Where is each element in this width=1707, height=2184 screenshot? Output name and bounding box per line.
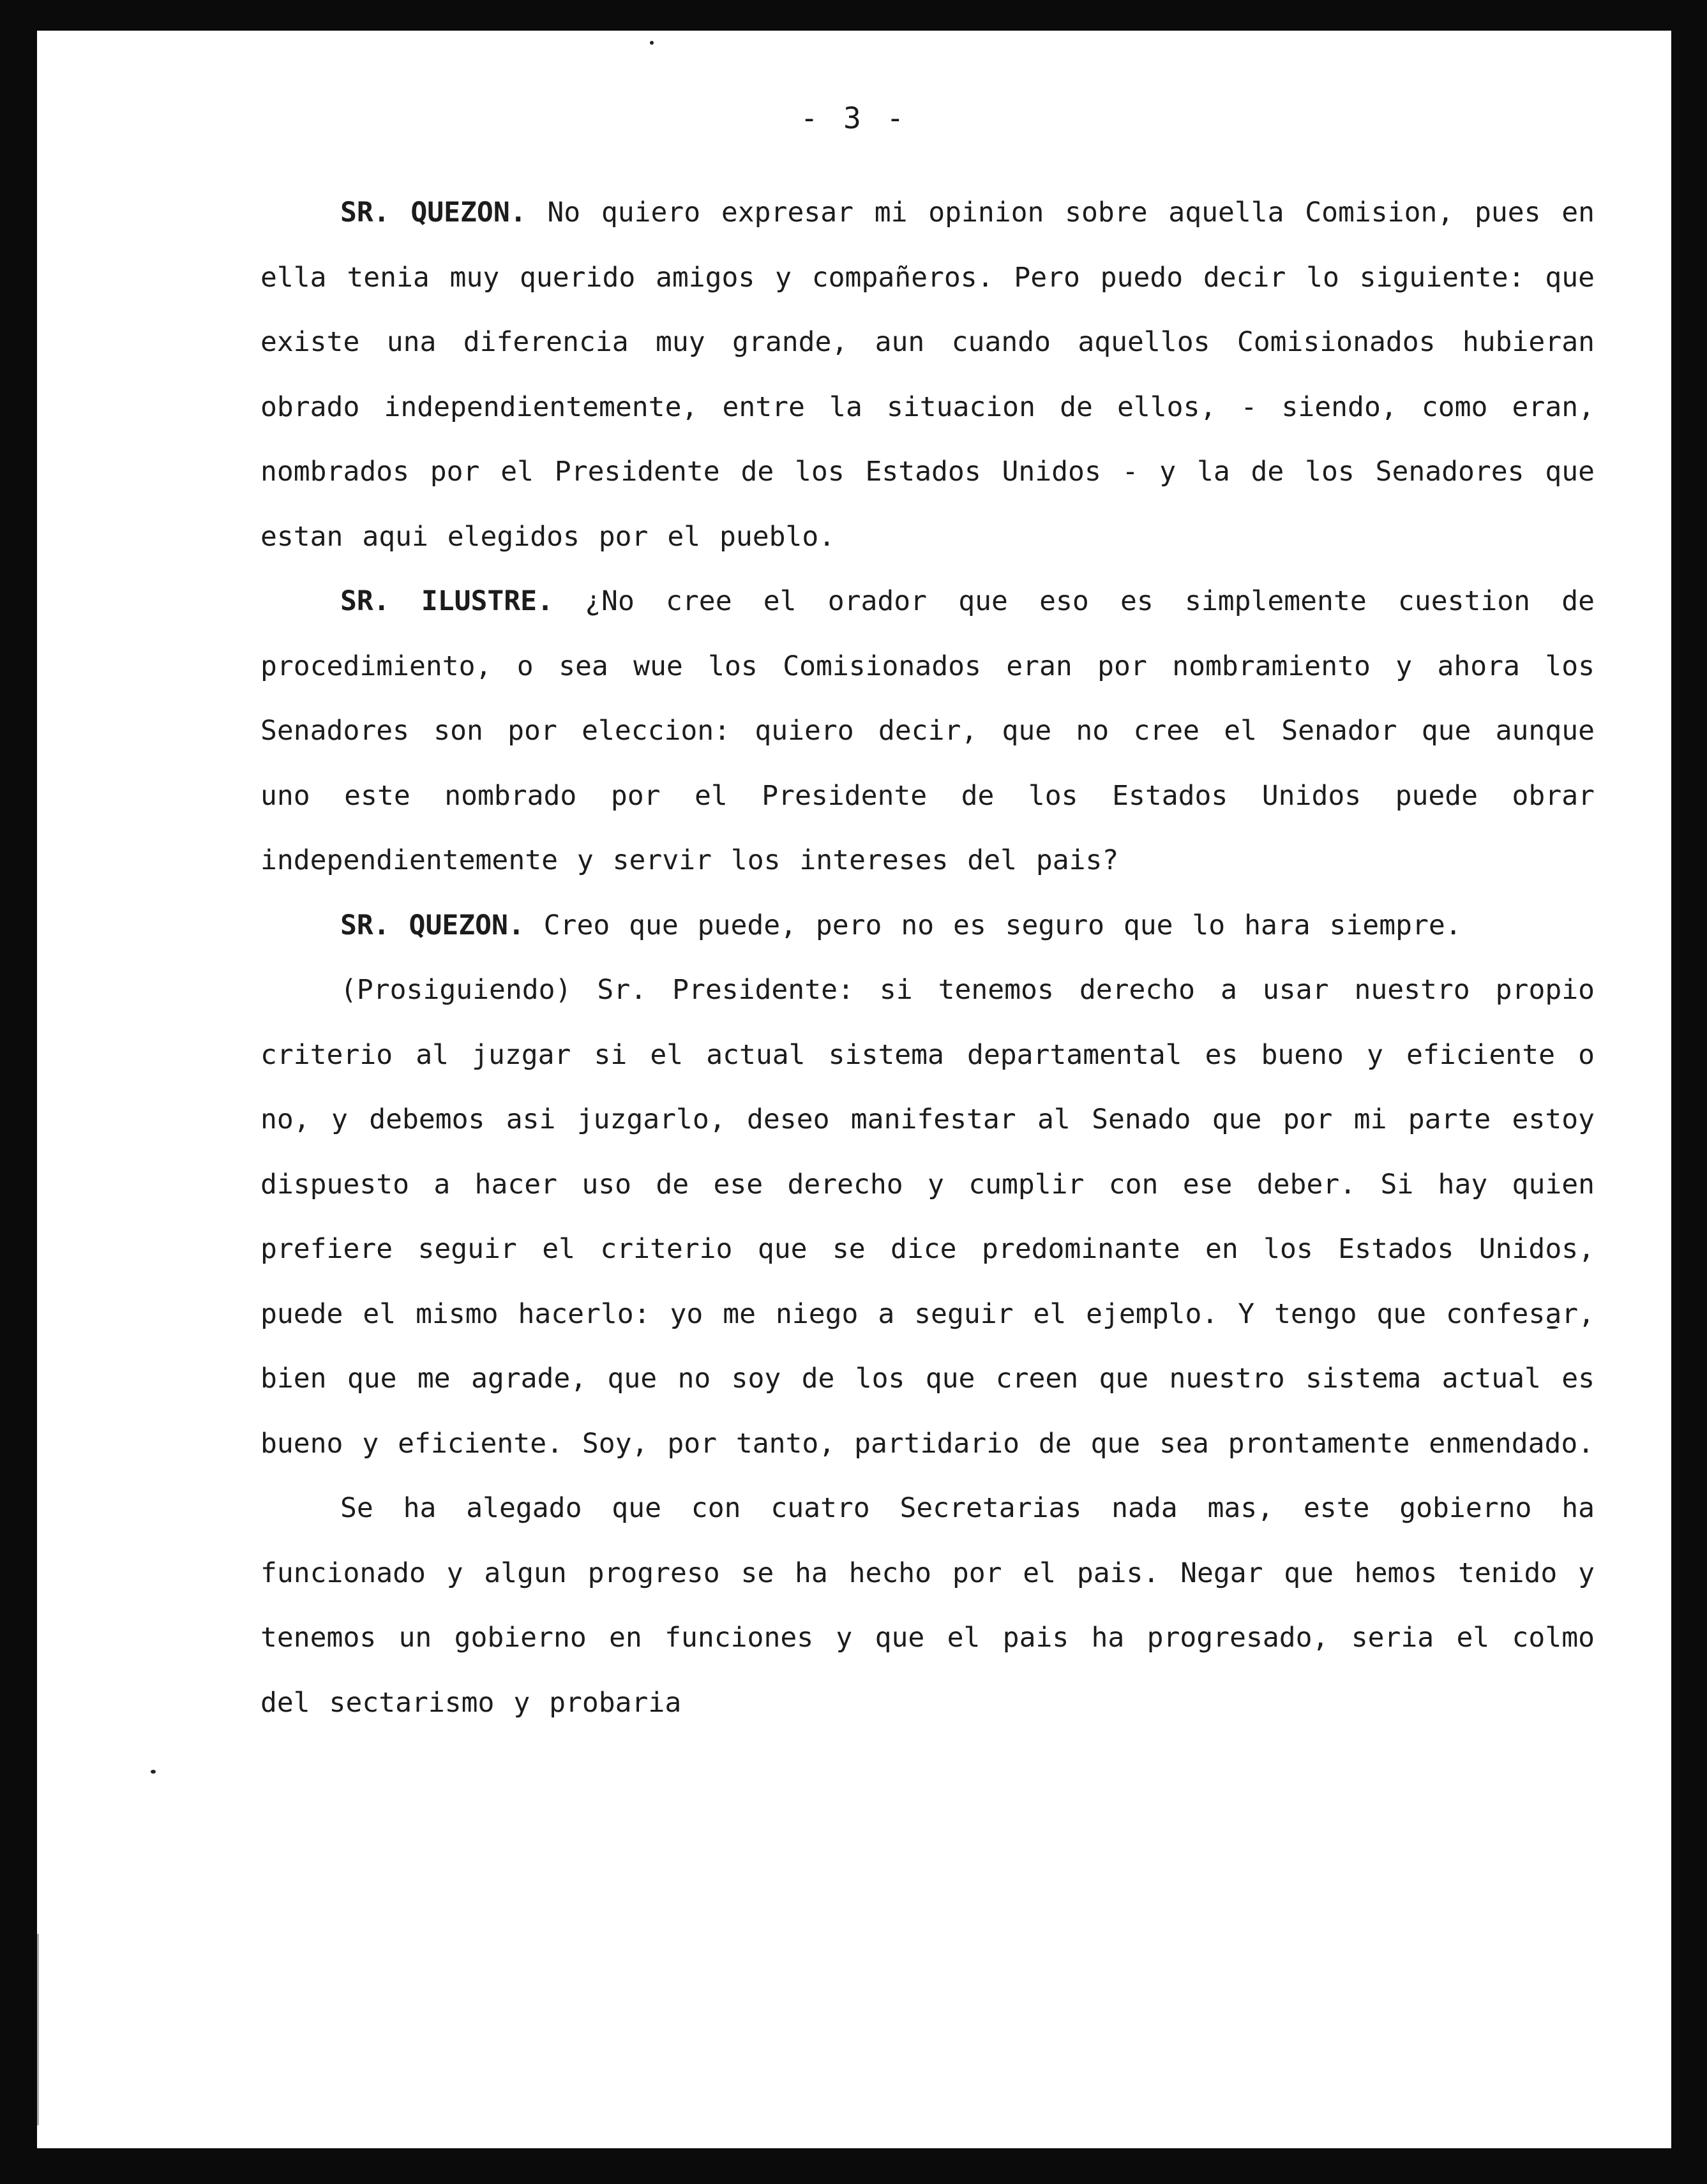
- page-number: - 3 -: [800, 101, 908, 135]
- paragraph-text: Creo que puede, pero no es seguro que lo hara siempre.: [543, 909, 1462, 941]
- speaker-name: SR. QUEZON.: [340, 909, 525, 941]
- paragraph: [260, 569, 1595, 894]
- paragraph: [260, 181, 1595, 569]
- body-text: [260, 181, 1595, 1735]
- ink-speck: [151, 1770, 156, 1774]
- paragraph-text: No quiero expresar mi opinion sobre aquella Comision, pues en ella tenia muy querido amigos y compañeros. Pero puedo decir lo siguiente: que existe una diferencia muy grande, aun cuando aquellos Comisionados hubieran obrado independientemente, entre la situacion de ellos, - siendo, como eran, nombrados por el Presidente de los Estados Unidos - y la de los Senadores que estan aqui elegidos por el pueblo.: [260, 197, 1595, 553]
- speaker-name: SR. ILUSTRE.: [340, 585, 553, 617]
- paragraph: [260, 1476, 1595, 1735]
- document-page: [37, 31, 1671, 2148]
- paragraph-text: (Prosiguiendo) Sr. Presidente: si tenemos derecho a usar nuestro propio criterio al juzgar si el actual sistema departamental es bueno y eficiente o no, y debemos asi juzgarlo, deseo manifestar al Senado que por mi parte estoy dispuesto a hacer uso de ese derecho y cumplir con ese deber. Si hay quien prefiere seguir el criterio que se dice predominante en los Estados Unidos, puede el mismo hacerlo: yo me niego a seguir el ejemplo. Y tengo que confesar, bien que me agrade, que no soy de los que creen que nuestro sistema actual es bueno y eficiente. Soy, por tanto, partidario de que sea prontamente enmendado.: [260, 974, 1595, 1460]
- torn-edge: [37, 1934, 64, 2125]
- paragraph: [260, 958, 1595, 1476]
- ink-speck: [650, 41, 654, 45]
- paragraph: [260, 894, 1595, 959]
- speaker-name: SR. QUEZON.: [340, 197, 527, 228]
- paragraph-text: Se ha alegado que con cuatro Secretarias nada mas, este gobierno ha funcionado y algun progreso se ha hecho por el pais. Negar que hemos tenido y tenemos un gobierno en funciones y que el pais ha progresado, seria el colmo del sectarismo y probaria: [260, 1492, 1595, 1719]
- paragraph-text: ¿No cree el orador que eso es simplemente cuestion de procedimiento, o sea wue los Comisionados eran por nombramiento y ahora los Senadores son por eleccion: quiero decir, que no cree el Senador que aunque uno este nombrado por el Presidente de los Estados Unidos puede obrar independientemente y servir los intereses del pais?: [260, 585, 1595, 876]
